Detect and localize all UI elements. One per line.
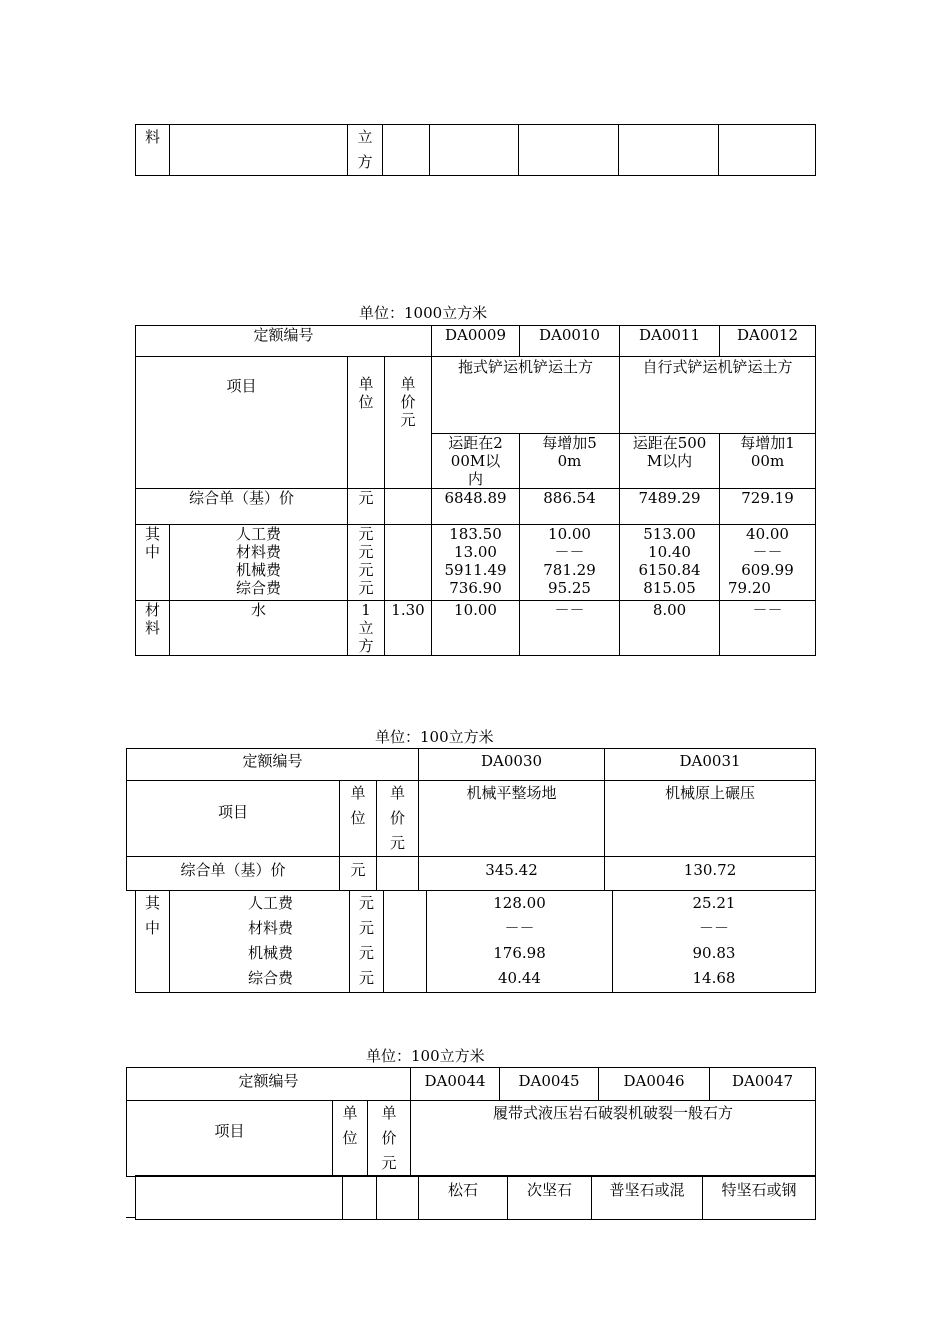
unit-label: 单位：1000立方米 <box>359 304 488 322</box>
group-header: 履带式液压岩石破裂机破裂一般石方 <box>411 1101 816 1177</box>
material-value: －－ <box>520 601 620 656</box>
cost-units <box>348 525 385 601</box>
cost-value: －－ <box>554 543 585 561</box>
table-row <box>127 857 816 891</box>
cost-item: 人工费 <box>247 894 293 912</box>
cost-value: 79.20 <box>728 579 771 597</box>
cost-unit: 元 <box>358 525 374 543</box>
cost-value: 14.68 <box>692 969 736 987</box>
cell <box>136 1176 343 1220</box>
cost-value: 781.29 <box>543 561 596 579</box>
cost-item: 人工费 <box>235 525 281 543</box>
cost-unit: 元 <box>358 543 374 561</box>
name-cell: 机械平整场地 <box>419 781 605 857</box>
unit-label: 单位：100立方米 <box>375 728 494 746</box>
total-value: 729.19 <box>720 489 816 525</box>
cost-unit: 元 <box>358 919 374 937</box>
total-unit: 元 <box>340 857 377 891</box>
material-value: 8.00 <box>620 601 720 656</box>
material-name: 水 <box>170 601 348 656</box>
unit-label: 单位：100立方米 <box>366 1047 485 1065</box>
sub-header: 松石 <box>419 1176 508 1220</box>
cost-values <box>613 891 816 993</box>
item-header: 项目 <box>127 781 340 857</box>
cost-value: 5911.49 <box>444 561 507 579</box>
unit-header: 单位 <box>348 357 385 489</box>
unit-header: 单位 <box>340 781 377 857</box>
code-cell: DA0011 <box>620 326 720 357</box>
sub-header: 运距在200M以内 <box>432 434 520 489</box>
cost-value: 6150.84 <box>638 561 701 579</box>
quota-table-3-body <box>135 1175 816 1220</box>
cell <box>430 125 519 176</box>
cell <box>343 1176 377 1220</box>
cost-value: 128.00 <box>493 894 546 912</box>
material-value: －－ <box>720 601 816 656</box>
cost-item: 机械费 <box>247 944 293 962</box>
material-unit: 1立方 <box>348 601 385 656</box>
sub-header: 每增加100m <box>720 434 816 489</box>
table-row <box>136 489 816 525</box>
header-code: 定额编号 <box>127 749 419 781</box>
total-value: 7489.29 <box>620 489 720 525</box>
cost-values <box>720 525 816 601</box>
material-label: 料 <box>136 125 170 176</box>
sub-header: 特坚石或钢 <box>703 1176 816 1220</box>
quota-table-2-body <box>135 890 816 993</box>
header-code: 定额编号 <box>136 326 432 357</box>
sub-header: 次坚石 <box>508 1176 592 1220</box>
cell <box>377 1176 419 1220</box>
cost-value: 40.00 <box>746 525 789 543</box>
quota-table-2-head <box>126 748 816 891</box>
unit-cell: 立方 <box>348 125 383 176</box>
cost-value: －－ <box>698 919 729 937</box>
header-code: 定额编号 <box>127 1068 411 1101</box>
cost-value: 13.00 <box>454 543 497 561</box>
cost-value: 95.25 <box>548 579 591 597</box>
code-cell: DA0030 <box>419 749 605 781</box>
total-value: 130.72 <box>605 857 816 891</box>
code-cell: DA0031 <box>605 749 816 781</box>
total-label: 综合单（基）价 <box>136 489 348 525</box>
code-cell: DA0044 <box>411 1068 500 1101</box>
cost-items <box>170 891 350 993</box>
table-row <box>136 125 816 176</box>
cost-value: 40.44 <box>498 969 541 987</box>
code-cell: DA0045 <box>500 1068 599 1101</box>
cost-value: 183.50 <box>449 525 502 543</box>
price-header: 单价元 <box>377 781 419 857</box>
cost-value: 513.00 <box>643 525 696 543</box>
sub-header: 普坚石或混 <box>592 1176 703 1220</box>
material-value: 10.00 <box>432 601 520 656</box>
table-row <box>127 1101 816 1177</box>
quota-table-3-head <box>126 1067 816 1177</box>
cost-unit: 元 <box>358 579 374 597</box>
table-row <box>127 749 816 781</box>
table-fragment <box>135 124 816 176</box>
cost-value: 90.83 <box>692 944 736 962</box>
table-edge-mark <box>126 1217 135 1218</box>
table-row <box>136 357 816 434</box>
total-unit: 元 <box>348 489 385 525</box>
total-label: 综合单（基）价 <box>127 857 340 891</box>
cost-value: 815.05 <box>643 579 696 597</box>
code-cell: DA0012 <box>720 326 816 357</box>
cell <box>619 125 719 176</box>
cost-value: 176.98 <box>493 944 546 962</box>
code-cell: DA0046 <box>599 1068 710 1101</box>
material-label: 材料 <box>136 601 170 656</box>
cell <box>170 125 348 176</box>
item-header: 项目 <box>136 357 348 489</box>
cell <box>385 489 432 525</box>
cell <box>383 125 430 176</box>
table-row <box>136 891 816 993</box>
cost-value: 25.21 <box>692 894 736 912</box>
cost-items <box>170 525 348 601</box>
cost-values <box>620 525 720 601</box>
cost-value: 10.00 <box>548 525 591 543</box>
cost-unit: 元 <box>358 561 374 579</box>
cost-value: －－ <box>504 919 535 937</box>
cost-value: 10.40 <box>648 543 691 561</box>
total-value: 345.42 <box>419 857 605 891</box>
table-row <box>136 525 816 601</box>
cost-unit: 元 <box>358 894 374 912</box>
cost-value: 609.99 <box>741 561 794 579</box>
cost-item: 综合费 <box>247 969 293 987</box>
code-cell: DA0009 <box>432 326 520 357</box>
quota-table-1 <box>135 325 816 656</box>
cost-value: 736.90 <box>449 579 502 597</box>
cell <box>519 125 619 176</box>
price-header: 单价元 <box>368 1101 411 1177</box>
group-a-header: 拖式铲运机铲运土方 <box>432 357 620 434</box>
unit-header: 单位 <box>333 1101 368 1177</box>
material-price: 1.30 <box>385 601 432 656</box>
cell <box>385 525 432 601</box>
name-cell: 机械原上碾压 <box>605 781 816 857</box>
cost-units <box>350 891 384 993</box>
code-cell: DA0047 <box>710 1068 816 1101</box>
cost-item: 综合费 <box>235 579 281 597</box>
cost-item: 机械费 <box>235 561 281 579</box>
sub-header: 运距在500M以内 <box>620 434 720 489</box>
total-value: 6848.89 <box>432 489 520 525</box>
cost-values <box>432 525 520 601</box>
cell <box>384 891 427 993</box>
cost-values <box>427 891 613 993</box>
group-b-header: 自行式铲运机铲运土方 <box>620 357 816 434</box>
among-label: 其中 <box>136 891 170 993</box>
price-header: 单价元 <box>385 357 432 489</box>
table-row <box>136 326 816 357</box>
cell <box>377 857 419 891</box>
table-row <box>127 781 816 857</box>
total-value: 886.54 <box>520 489 620 525</box>
table-row <box>127 1068 816 1101</box>
cell <box>719 125 816 176</box>
cost-unit: 元 <box>358 969 374 987</box>
cost-values <box>520 525 620 601</box>
table-row <box>136 601 816 656</box>
cost-unit: 元 <box>358 944 374 962</box>
cost-item: 材料费 <box>247 919 293 937</box>
among-label: 其中 <box>136 525 170 601</box>
code-cell: DA0010 <box>520 326 620 357</box>
item-header: 项目 <box>127 1101 333 1177</box>
cost-value: －－ <box>752 543 783 561</box>
cost-item: 材料费 <box>235 543 281 561</box>
table-row <box>136 1176 816 1220</box>
sub-header: 每增加50m <box>520 434 620 489</box>
